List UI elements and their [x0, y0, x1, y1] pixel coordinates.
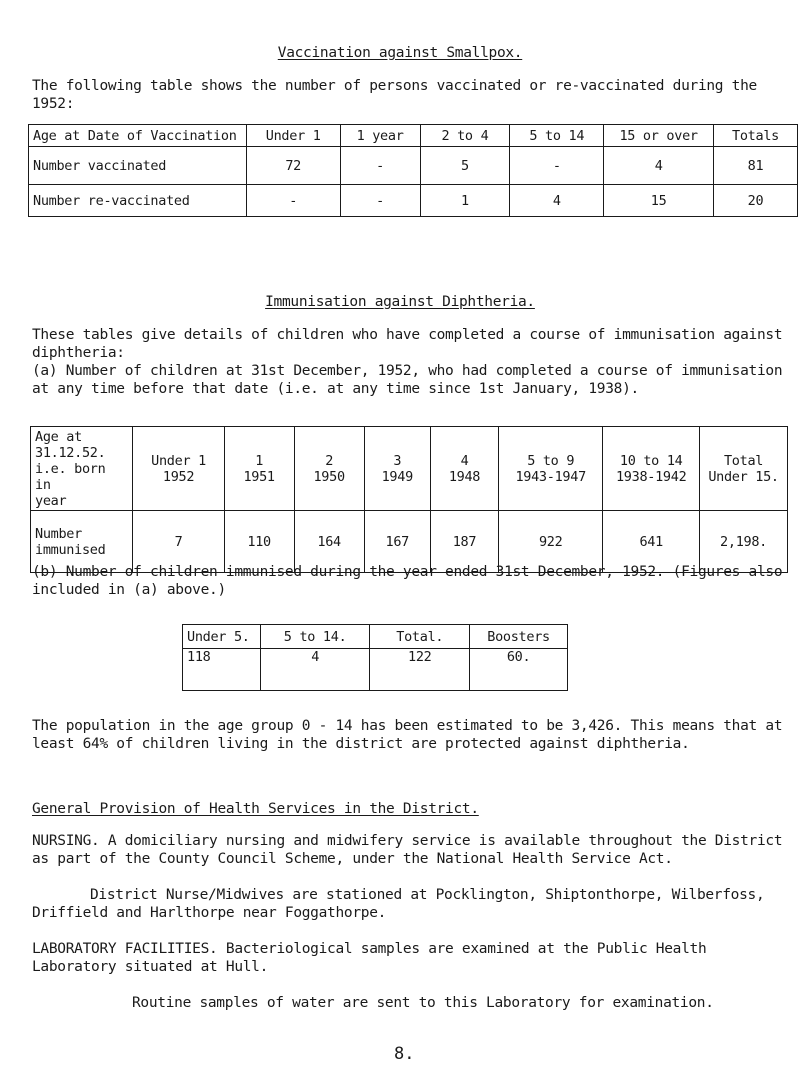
page-number: 8. — [394, 1044, 415, 1064]
row-label: Number re-vaccinated — [29, 185, 247, 217]
table-cell: 1 — [420, 185, 510, 217]
table-row — [29, 185, 798, 217]
table-cell: 4 — [260, 649, 370, 691]
header-cell: 5 to 14. — [260, 625, 370, 649]
header-line: i.e. born in — [35, 460, 106, 493]
year-header-row — [183, 625, 568, 649]
immunised-table — [30, 426, 788, 573]
header-line: 1948 — [448, 468, 481, 485]
year-immunised-table — [182, 624, 568, 691]
header-line: 1938-1942 — [615, 468, 687, 485]
header-line: year — [35, 492, 67, 509]
table-cell: - — [340, 147, 420, 185]
header-line: 1943-1947 — [515, 468, 586, 485]
table-cell: 20 — [714, 185, 798, 217]
header-cell — [700, 427, 788, 511]
header-line: 3 — [393, 452, 402, 469]
table-cell: 15 — [604, 185, 714, 217]
table-cell: 72 — [246, 147, 340, 185]
table-cell: 2,198. — [700, 511, 788, 573]
header-line: 2 — [325, 452, 334, 469]
diphtheria-title: Immunisation against Diphtheria. — [265, 294, 535, 310]
diphtheria-intro: These tables give details of children who have completed a course of immunisation against diphtheria: — [32, 327, 783, 361]
header-line: 1952 — [162, 468, 195, 485]
table-cell: - — [510, 147, 604, 185]
header-cell — [294, 427, 364, 511]
header-cell — [499, 427, 603, 511]
table-cell: 922 — [499, 511, 603, 573]
header-cell — [224, 427, 294, 511]
header-cell — [603, 427, 700, 511]
header-cell: 15 or over — [604, 125, 714, 147]
table-cell: 641 — [603, 511, 700, 573]
header-cell: 5 to 14 — [510, 125, 604, 147]
health-services-title: General Provision of Health Services in the District. — [32, 801, 479, 817]
table-cell: 81 — [714, 147, 798, 185]
table-cell: 4 — [510, 185, 604, 217]
nurses-text: District Nurse/Midwives are stationed at Pocklington, Shiptonthorpe, Wilberfoss, Driffield and Harlthorpe near Foggathorpe. — [32, 887, 765, 921]
header-line: 1 — [255, 452, 264, 469]
header-cell: Boosters — [470, 625, 568, 649]
smallpox-intro: The following table shows the number of persons vaccinated or re-vaccinated during the 1952: — [32, 78, 757, 112]
table-cell: - — [246, 185, 340, 217]
header-cell: Total. — [370, 625, 470, 649]
header-line: 4 — [460, 452, 469, 469]
smallpox-table — [28, 124, 798, 217]
smallpox-header-row — [29, 125, 798, 147]
table-cell: - — [340, 185, 420, 217]
table-cell: 118 — [183, 649, 261, 691]
nursing-text: NURSING. A domiciliary nursing and midwifery service is available throughout the District as part of the County Council Scheme, under the National Health Service Act. — [32, 833, 783, 867]
table-cell: 4 — [604, 147, 714, 185]
immunised-header-row — [31, 427, 788, 511]
table-cell: 7 — [133, 511, 224, 573]
table-cell: 110 — [224, 511, 294, 573]
header-cell: Under 5. — [183, 625, 261, 649]
water-text: Routine samples of water are sent to this Laboratory for examination. — [132, 995, 714, 1011]
header-line: 1950 — [313, 468, 345, 485]
population-text: The population in the age group 0 - 14 has been estimated to be 3,426. This means that at least 64% of children living in the district are protected against diphtheria. — [32, 718, 783, 752]
table-cell: 167 — [364, 511, 430, 573]
header-cell — [31, 427, 133, 511]
header-line: 1951 — [243, 468, 275, 485]
header-cell: Totals — [714, 125, 798, 147]
table-cell: 164 — [294, 511, 364, 573]
header-cell — [133, 427, 224, 511]
laboratory-text: LABORATORY FACILITIES. Bacteriological samples are examined at the Public Health Laboratory situated at Hull. — [32, 941, 707, 975]
header-line: 31.12.52. — [35, 444, 106, 461]
header-line: Total — [723, 452, 764, 469]
row-label-line: Number — [35, 525, 82, 542]
header-cell: 2 to 4 — [420, 125, 510, 147]
row-label: Number vaccinated — [29, 147, 247, 185]
header-line: Age at — [35, 428, 82, 445]
smallpox-title: Vaccination against Smallpox. — [277, 45, 523, 61]
header-line: Under 1 — [151, 452, 206, 469]
table-cell: 5 — [420, 147, 510, 185]
header-cell: Under 1 — [246, 125, 340, 147]
header-cell — [364, 427, 430, 511]
header-cell — [430, 427, 498, 511]
header-cell: 1 year — [340, 125, 420, 147]
table-cell: 122 — [370, 649, 470, 691]
table-row — [183, 649, 568, 691]
part-b-text: (b) Number of children immunised during the year ended 31st December, 1952. (Figures also included in (a) above.) — [32, 564, 783, 598]
table-cell: 187 — [430, 511, 498, 573]
header-line: 5 to 9 — [527, 452, 575, 469]
header-line: 1949 — [381, 468, 413, 485]
table-row — [29, 147, 798, 185]
row-label-line: immunised — [35, 541, 106, 558]
header-line: Under 15. — [708, 468, 779, 485]
header-cell: Age at Date of Vaccination — [29, 125, 247, 147]
header-line: 10 to 14 — [619, 452, 683, 469]
table-cell: 60. — [470, 649, 568, 691]
part-a-text: (a) Number of children at 31st December, 1952, who had completed a course of immunisation at any time before that date (i.e. at any time since 1st January, 1938). — [32, 363, 783, 397]
